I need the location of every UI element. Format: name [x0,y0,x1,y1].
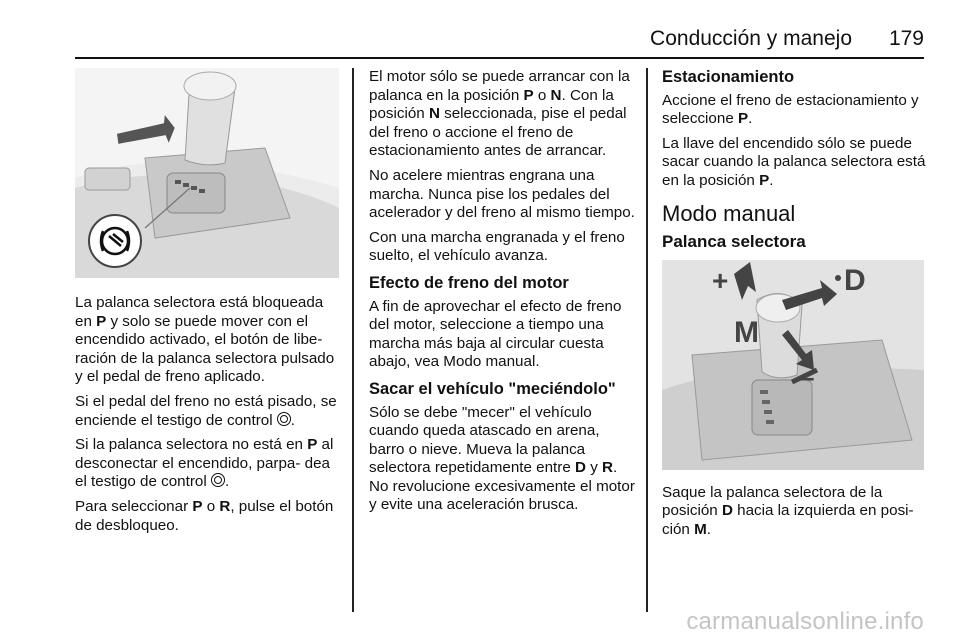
plus-label: + [712,264,729,296]
heading-parking: Estacionamiento [662,68,795,86]
gear-selector-photo [75,68,339,278]
paragraph-ignition-off: Si la palanca selectora no está en P al desconectar el encendido, parpa- dea el testigo de control . [75,436,334,491]
paragraph-vehicle-advances: Con una marcha engranada y el freno suelto, el vehículo avanza. [369,228,625,265]
column-1 [75,68,343,541]
paragraph-brake-pedal: Si el pedal del freno no está pisado, se enciende el testigo de control . [75,392,337,429]
paragraph-lock-info: La palanca selectora está bloqueada en P y solo se puede mover con el encendido activado, el botón de libe- ración de la palanca selectora pulsado y el pedal de freno aplicado. [75,294,335,386]
paragraph-move-to-m: Saque la palanca selectora de la posición D hacia la izquierda en posi- ción M. [662,483,914,538]
column-divider-1 [352,68,354,612]
control-indicator-icon [277,412,291,426]
page-header [0,0,960,60]
column-divider-2 [646,68,648,612]
heading-rocking: Sacar el vehículo "meciéndolo" [369,379,616,398]
watermark: carmanualsonline.info [686,608,924,635]
column-3 [662,68,928,546]
heading-manual-mode: Modo manual [662,200,796,226]
column-2 [369,68,635,521]
section-title: Conducción y manejo [650,27,852,50]
paragraph-start-engine: El motor sólo se puede arrancar con la palanca en la posición P o N. Con la posición N seleccionada, pise el pedal del freno o accione el freno de estacionamiento antes de arrancar. [369,68,630,160]
control-indicator-icon [211,473,225,487]
heading-engine-brake: Efecto de freno del motor [369,273,569,292]
paragraph-parking-brake: Accione el freno de estacionamiento y seleccione P. [662,91,919,128]
paragraph-rocking: Sólo se debe "mecer" el vehículo cuando queda atascado en arena, barro o nieve. Mueva la palanca selectora repetidamente entre D y R. No revolucione excesivamente el motor y evite una aceleración brusca. [369,403,635,514]
manual-mode-illustration [662,260,924,470]
d-label: D [844,263,866,297]
page-number: 179 [888,27,924,50]
header-rule [75,57,924,59]
paragraph-engine-brake: A fin de aprovechar el efecto de freno del motor, seleccione a tiempo una marcha más baja al circular cuesta abajo, vea Modo manual. [369,297,622,371]
gear-selector-illustration [75,68,339,278]
heading-selector-lever: Palanca selectora [662,232,806,252]
paragraph-no-accelerate: No acelere mientras engrana una marcha. Nunca pise los pedales del acelerador y del freno al mismo tiempo. [369,166,635,222]
paragraph-key-removal: La llave del encendido sólo se puede sacar cuando la palanca selectora está en la posición P. [662,134,926,189]
minus-label: – [800,361,815,392]
manual-mode-photo [662,260,924,470]
m-label: M [734,315,759,349]
paragraph-select-p-r: Para seleccionar P o R, pulse el botón de desbloqueo. [75,497,334,534]
